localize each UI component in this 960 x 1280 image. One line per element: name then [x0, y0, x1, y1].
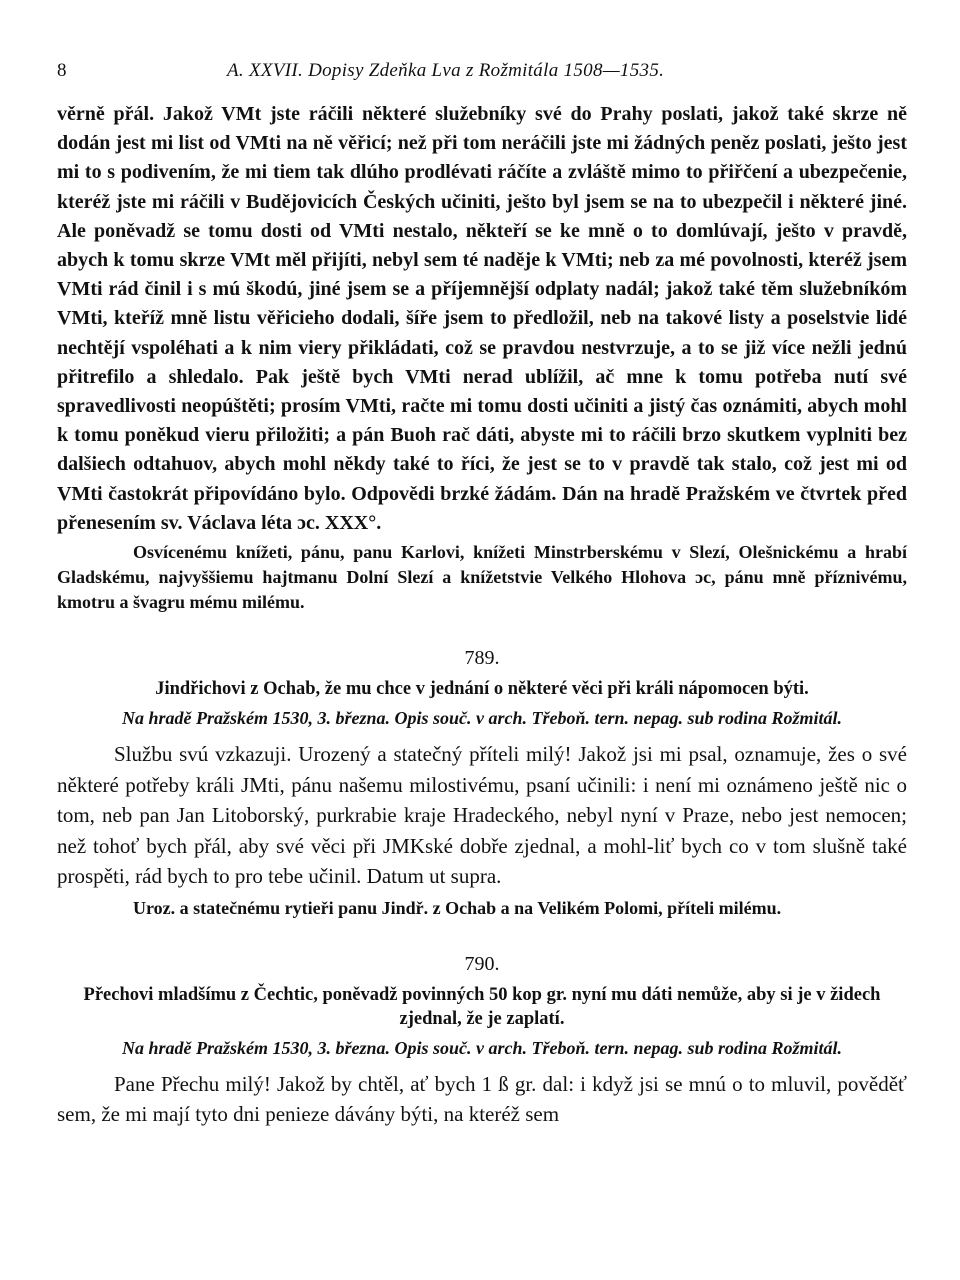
document-source: Na hradě Pražském 1530, 3. března. Opis souč. v arch. Třeboň. tern. nepag. sub rodina Rožmitál.	[121, 708, 843, 729]
running-title: A. XXVII. Dopisy Zdeňka Lva z Rožmitála 1508—1535.	[227, 60, 665, 81]
document-page	[57, 56, 907, 1130]
document-paragraph: Službu svú vzkazuji. Urozený a statečný příteli milý! Jakož jsi mi psal, oznamuje, žes o své některé potřeby králi JMti, pánu našemu milostivému, psaní učinili: i není mi oznámeno ještě nic o tom, neb pan Jan Litoborský, purkrabie kraje Hradeckého, nebyl nyní v Praze, nebo jest nemocen; než tohoť bych přál, aby své věci při JMKské dobře zjednal, a mohl-liť bych co v tom slušně také prospěti, rád bych to pro tebe učinil. Datum ut supra.	[57, 742, 907, 889]
document-text	[57, 739, 907, 921]
document-790	[57, 951, 907, 1130]
document-address: Uroz. a statečnému rytieři panu Jindř. z Ochab a na Velikém Polomi, příteli milému.	[133, 897, 782, 918]
letter-paragraph: věrně přál. Jakož VMt jste ráčili některé služebníky své do Prahy poslati, jakož také skrze ně dodán jest mi list od VMti na ně věřicí; než při tom neráčili jste mi žádných peněz poslati, ješto jest mi to s podivením, že mi tiem tak dlúho prodlévati ráčíte a zvláště mimo to přiřčení a ubezpečenie, kteréž jste mi ráčili v Budějovicích Českých učiniti, ješto byl jsem se na to ubezpečil i některé jiné. Ale poněvadž se tomu dosti od VMti nestalo, někteří se ke mně o to domlúvají, ješto v pravdě, abych k tomu skrze VMt měl přijíti, nebyl sem té naděje k VMti; neb za mé povolnosti, kteréž jsem VMti rád činil i s mú škodú, jiné jsem se a příjemnější odplaty nadál; jakož také těm služebníkóm VMti, kteříž mně listu věřicieho dodali, šíře jsem to předložil, neb na takové listy a poselstvie lidé nechtějí vspoléhati a k nim viery přikládati, což se pravdou nestvrzuje, a to se již více nežli jednú přitrefilo a shledalo. Pak ještě bych VMti nerad ublížil, ač mne k tomu potřeba nutí své spravedlivosti neopúštěti; prosím VMti, račte mi tomu dosti učiniti a jistý čas oznámiti, abych mohl k tomu poněkud vieru přiložiti; a pán Buoh rač dáti, abyste mi to ráčili brzo skutkem vyplniti bez dalšiech odtahuov, abych mohl někdy také to říci, že jest se to v pravdě tak stalo, což jest mi od VMti častokrát připovídáno bylo. Odpovědi brzké žádám. Dán na hradě Pražském ve čtvrtek před přenesením sv. Václava léta ɔc. XXX°.	[57, 103, 907, 534]
document-paragraph: Pane Přechu milý! Jakož by chtěl, ať bych 1 ß gr. dal: i když jsi se mnú o to mluvil, pověděť sem, že mi mají tyto dni penieze dávány býti, na kteréž sem	[57, 1071, 907, 1127]
document-title: Přechovi mladšímu z Čechtic, poněvadž povinných 50 kop gr. nyní mu dáti nemůže, aby si je v židech zjednal, že je zaplatí.	[83, 984, 881, 1029]
document-source: Na hradě Pražském 1530, 3. března. Opis souč. v arch. Třeboň. tern. nepag. sub rodina Rožmitál.	[121, 1037, 843, 1058]
document-number: 789.	[464, 647, 500, 670]
document-text	[57, 1069, 907, 1130]
letter-address: Osvícenému knížeti, pánu, panu Karlovi, knížeti Minstrberskému v Slezí, Olešnickému a hrabí Gladskému, najvyššiemu hajtmanu Dolní Slezí a knížetstvie Velkého Hlohova ɔc, pánu mně příznivému, kmotru a švagru mému milému.	[57, 542, 907, 613]
letter-continuation	[57, 100, 907, 615]
document-title: Jindřichovi z Ochab, že mu chce v jednání o některé věci při králi nápomocen býti.	[155, 679, 809, 700]
document-number: 790.	[464, 952, 500, 975]
page-number: 8	[57, 60, 67, 81]
document-789	[57, 645, 907, 921]
page-header	[57, 56, 907, 86]
